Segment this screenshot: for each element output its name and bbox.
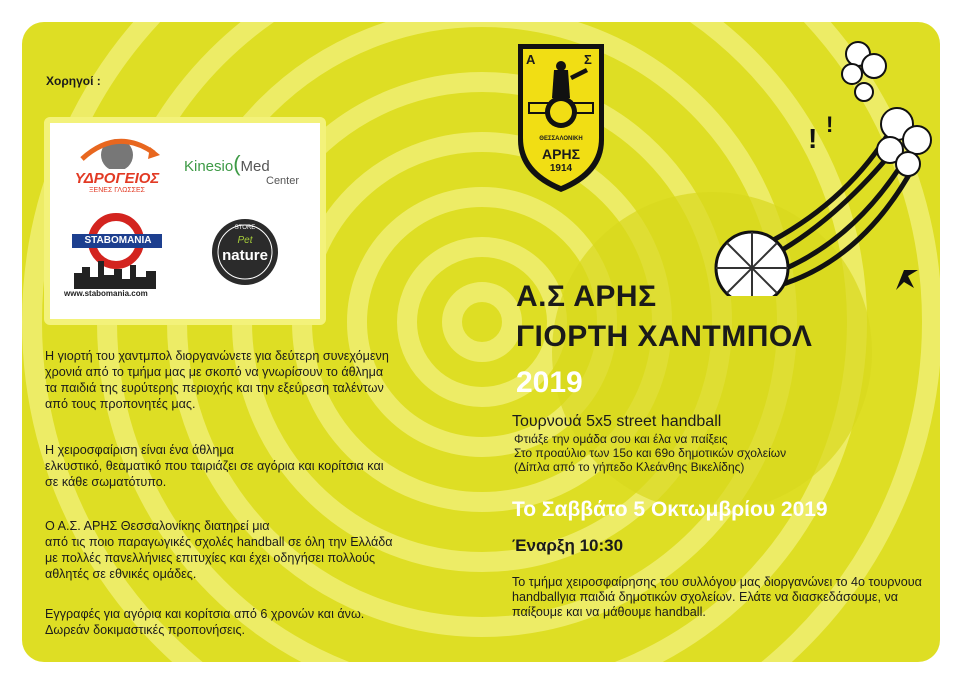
event-line-1: Φτιάξε την ομάδα σου και έλα να παίξεις [514, 432, 728, 446]
flyer-card [22, 22, 940, 662]
crest-year: 1914 [549, 163, 573, 174]
crest-letter-right: Σ [584, 52, 592, 67]
kinesio-sub: Center [266, 175, 300, 187]
underground-roundel-icon [64, 211, 174, 289]
kinesio-name2: Med [240, 158, 270, 175]
body-paragraph-3 [45, 518, 393, 582]
stabomania-name: STABOMANIA [84, 235, 152, 246]
body-line: με πολλές πανελλήνιες επιτυχίες και έχει οδηγήσει πολλούς [45, 551, 376, 565]
petnature-main: nature [222, 247, 268, 264]
kinesio-name1: Kinesio [184, 158, 234, 175]
body-paragraph-1 [45, 348, 389, 412]
body-line: σε κάθε σωματότυπο. [45, 475, 167, 489]
crest-letter-left: Α [526, 52, 536, 67]
body-line: από τις ποιο παραγωγικές σχολές handball σε όλη την Ελλάδα [45, 535, 393, 549]
body-line: Η χειροσφαίριση είναι ένα άθλημα [45, 443, 234, 457]
kinesio-logo [184, 151, 314, 191]
body-line: Ο Α.Σ. ΑΡΗΣ Θεσσαλονίκης διατηρεί μια [45, 519, 270, 533]
event-line-3: (Δίπλα από το γήπεδο Κλεάνθης Βικελίδης) [514, 460, 745, 474]
event-start-time: Έναρξη 10:30 [512, 536, 624, 555]
stabomania-logo [64, 211, 174, 303]
kinesio-bracket-icon: ( [233, 151, 241, 176]
event-subtitle: Τουρνουά 5x5 street handball [512, 413, 722, 430]
crest-city: ΘΕΣΣΑΛΟΝΙΚΗ [539, 136, 583, 142]
hydrogeios-name: ΥΔΡΟΓΕΙΟΣ [74, 170, 160, 187]
event-line-2: Στο προαύλιο των 15ο και 69ο δημοτικών σχολείων [514, 446, 787, 460]
exclamation-icon: ! [826, 112, 834, 137]
body-paragraph-4 [45, 606, 364, 638]
body-line: χρονιά από το τμήμα μας με σκοπό να γνωρίσουν το άθλημα [45, 365, 384, 379]
petnature-mid: Pet [237, 235, 253, 246]
hydrogeios-sub: ΞΕΝΕΣ ΓΛΩΣΣΕΣ [89, 187, 145, 194]
event-info: Το τμήμα χειροσφαίρησης του συλλόγου μας διοργανώνει το 4ο τουρνουα handballγια παιδιά δημοτικών σχολείων. Ελάτε να διασκεδάσουμε, να παίξουμε και να μάθουμε handball. [512, 575, 922, 619]
stabomania-url: www.stabomania.com [64, 289, 148, 298]
globe-icon [62, 135, 172, 169]
event-title-2: ΓΙΟΡΤΗ ΧΑΝΤΜΠΟΛ [516, 320, 813, 353]
body-paragraph-2 [45, 442, 384, 490]
body-line: τα παιδιά της ευρύτερης περιοχής και την εξεύρεση ταλέντων [45, 381, 384, 395]
petnature-top: STORE [234, 225, 256, 231]
aris-crest [514, 40, 608, 196]
event-year: 2019 [516, 366, 583, 399]
body-line: Η γιορτή του χαντμπολ διοργανώνετε για δεύτερη συνεχόμενη [45, 349, 389, 363]
sponsors-box [44, 117, 326, 325]
crest-name: ΑΡΗΣ [542, 146, 580, 162]
body-line: ελκυστικό, θεαματικό που ταιριάζει σε αγόρια και κορίτσια και [45, 459, 384, 473]
body-line: Δωρεάν δοκιμαστικές προπονήσεις. [45, 623, 246, 637]
event-date: Το Σαββάτο 5 Οκτωμβρίου 2019 [512, 498, 828, 521]
body-line: Εγγραφές για αγόρια και κορίτσια από 6 χρονών και άνω. [45, 607, 365, 621]
sponsors-label: Χορηγοί : [46, 74, 101, 88]
smoke-cloud-icon [842, 42, 931, 176]
exclamation-icon: ! [808, 123, 818, 154]
star-icon [896, 270, 918, 290]
handball-illustration [682, 36, 940, 296]
event-title-1: Α.Σ ΑΡΗΣ [516, 280, 657, 313]
hydrogeios-logo [62, 135, 172, 195]
petnature-logo [210, 217, 280, 287]
handball-icon [716, 232, 788, 296]
body-line: αθλητές σε εθνικές ομάδες. [45, 567, 197, 581]
body-line: από τους προπονητές μας. [45, 397, 196, 411]
